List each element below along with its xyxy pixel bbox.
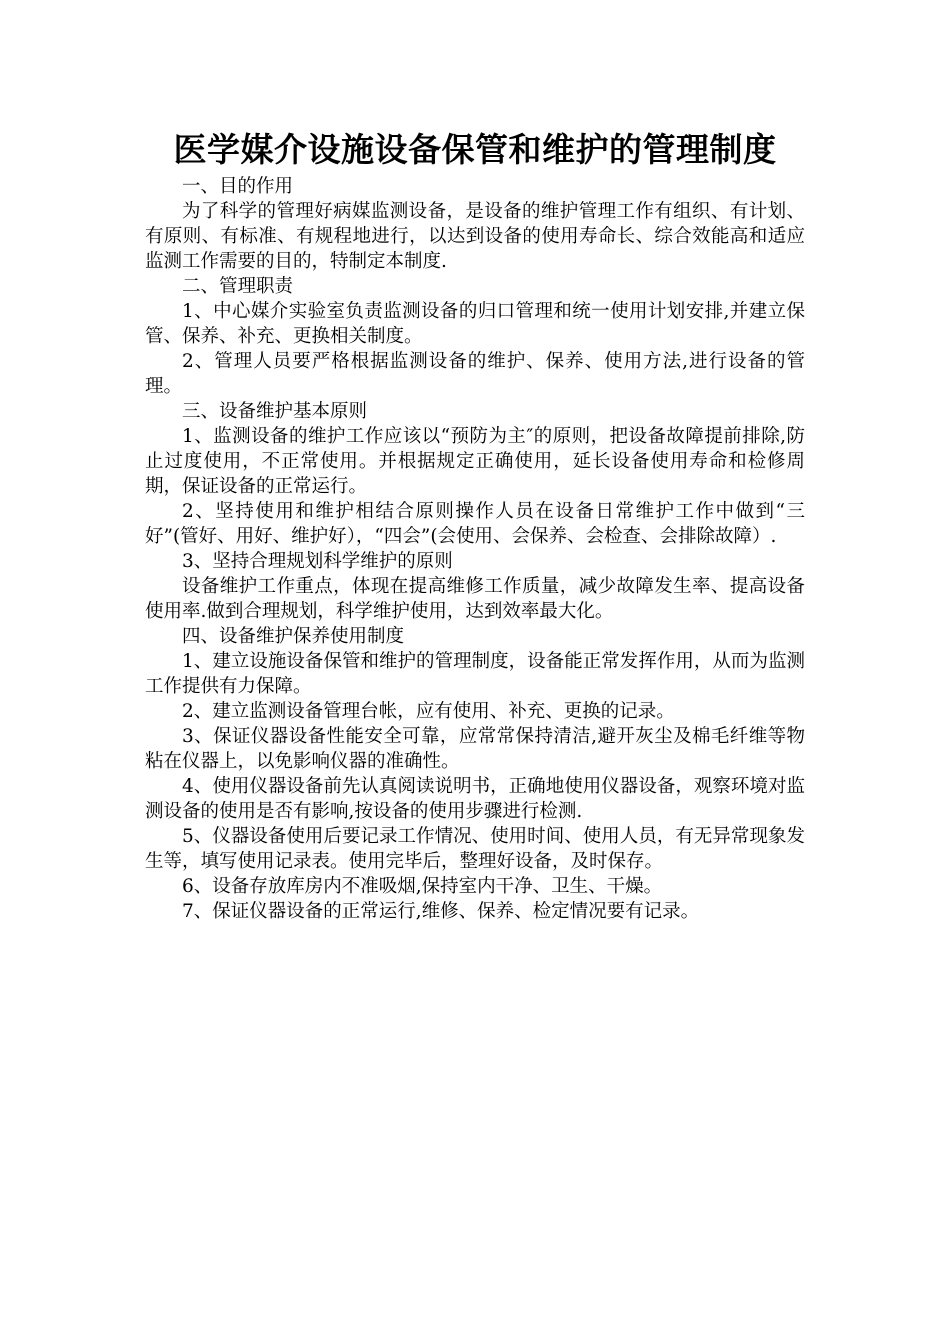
document-title: 医学媒介设施设备保管和维护的管理制度 bbox=[173, 130, 777, 169]
paragraph: 6、设备存放库房内不准吸烟,保持室内干净、卫生、干燥。 bbox=[182, 876, 663, 897]
paragraph: 2、管理人员要严格根据监测设备的维护、保养、使用方法,进行设备的管理。 bbox=[145, 351, 805, 397]
paragraph: 2、建立监测设备管理台帐，应有使用、补充、更换的记录。 bbox=[182, 701, 675, 722]
section-heading: 四、设备维护保养使用制度 bbox=[182, 626, 405, 647]
paragraph: 1、建立设施设备保管和维护的管理制度，设备能正常发挥作用，从而为监测工作提供有力保障。 bbox=[145, 651, 805, 697]
paragraph: 1、中心媒介实验室负责监测设备的归口管理和统一使用计划安排,并建立保管、保养、补充、更换相关制度。 bbox=[145, 301, 805, 347]
paragraph: 3、保证仪器设备性能安全可靠，应常常保持清洁,避开灰尘及棉毛纤维等物粘在仪器上，以免影响仪器的准确性。 bbox=[145, 726, 805, 772]
section-heading: 三、设备维护基本原则 bbox=[182, 401, 368, 422]
section-heading: 一、目的作用 bbox=[182, 176, 294, 197]
section-heading: 二、管理职责 bbox=[182, 276, 294, 297]
paragraph: 3、坚持合理规划科学维护的原则 bbox=[182, 551, 453, 572]
paragraph: 设备维护工作重点，体现在提高维修工作质量，减少故障发生率、提高设备使用率.做到合理规划，科学维护使用，达到效率最大化。 bbox=[145, 576, 805, 622]
paragraph: 1、监测设备的维护工作应该以“预防为主″的原则，把设备故障提前排除,防止过度使用，不正常使用。并根据规定正确使用，延长设备使用寿命和检修周期，保证设备的正常运行。 bbox=[145, 426, 805, 497]
paragraph: 为了科学的管理好病媒监测设备，是设备的维护管理工作有组织、有计划、有原则、有标准、有规程地进行，以达到设备的使用寿命长、综合效能高和适应监测工作需要的目的，特制定本制度. bbox=[145, 201, 805, 272]
document-body bbox=[145, 174, 805, 924]
paragraph: 2、坚持使用和维护相结合原则操作人员在设备日常维护工作中做到“三好”(管好、用好、维护好），“四会”(会使用、会保养、会检查、会排除故障）. bbox=[145, 501, 805, 547]
paragraph: 5、仪器设备使用后要记录工作情况、使用时间、使用人员，有无异常现象发生等，填写使用记录表。使用完毕后，整理好设备，及时保存。 bbox=[145, 826, 805, 872]
paragraph: 4、使用仪器设备前先认真阅读说明书，正确地使用仪器设备，观察环境对监测设备的使用是否有影响,按设备的使用步骤进行检测. bbox=[145, 776, 805, 822]
paragraph: 7、保证仪器设备的正常运行,维修、保养、检定情况要有记录。 bbox=[182, 901, 700, 922]
